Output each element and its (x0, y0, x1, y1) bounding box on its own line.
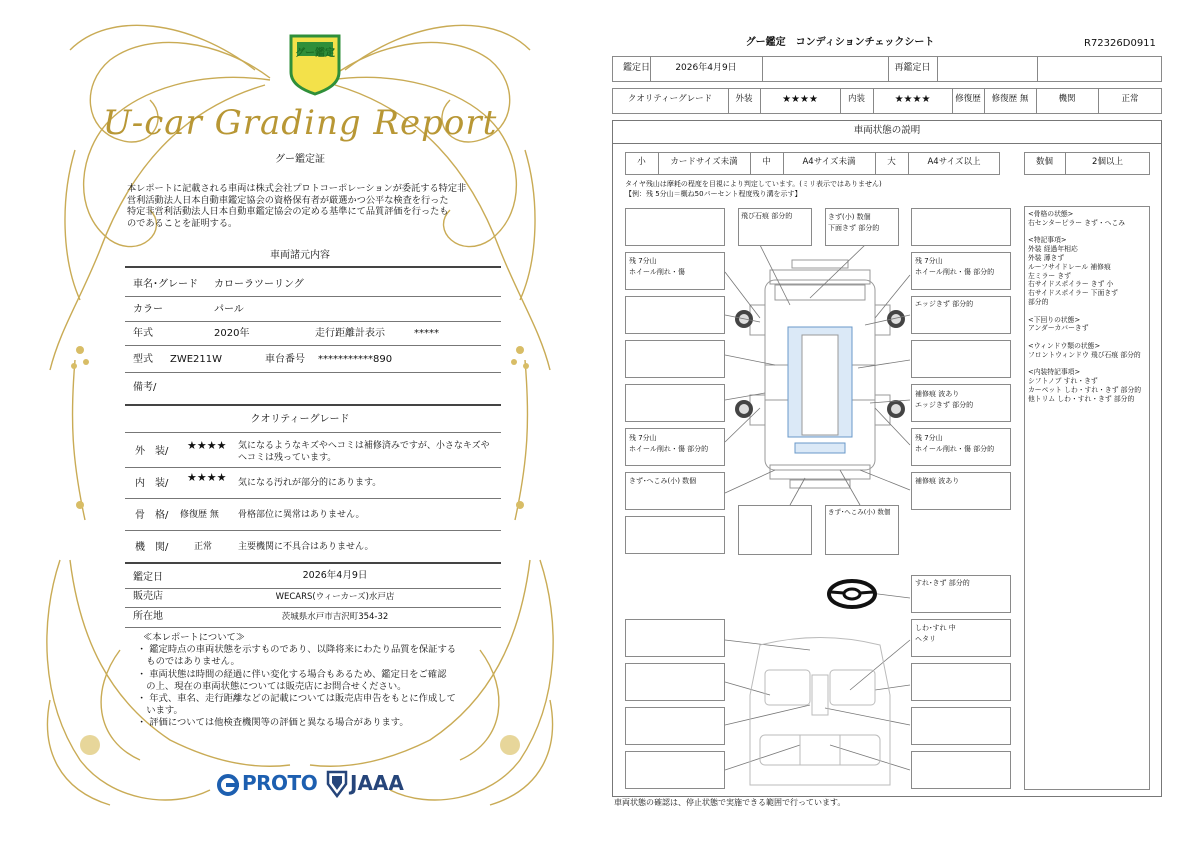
side-note-line: 外装 経過年相応 (1028, 245, 1078, 254)
int-stars: ★★★★ (894, 94, 931, 105)
condition-box-4 (911, 208, 1011, 246)
box-text-19: きず･へこみ(小) 数個 (828, 508, 891, 516)
grade-header: クオリティーグレード (250, 414, 350, 425)
remarks-label: 備考/ (133, 382, 157, 393)
note-line: ・ 車両状態は時間の経過に伴い変化する場合もあるため、鑑定日をご確認 (137, 668, 447, 680)
box-text-3: きず(小) 数個 下面きず 部分的 (828, 213, 880, 232)
frame-value: 修復歴 無 (180, 510, 219, 520)
condition-header: 車両状態の説明 (853, 125, 921, 136)
ext-label: 外装 (735, 94, 753, 104)
tire-note-2: 【例：残 5分山＝概ね50パーセント程度残り溝を示す】 (625, 190, 802, 198)
proto-logo-icon (216, 773, 240, 797)
year-label: 年式 (133, 328, 153, 339)
side-note-line: アンダーカバーきず (1028, 324, 1089, 333)
side-note-line: 右センターピラー きず・へこみ (1028, 218, 1126, 227)
side-note-line (1028, 333, 1150, 342)
side-note-line (1028, 307, 1150, 316)
exterior-desc-line: 気になるようなキズやヘコミは補修済みですが、小さなキズや (238, 441, 490, 451)
condition-box-17 (625, 516, 725, 554)
note-line: ・ 鑑定時点の車両状態を示すものであり、以降将来にわたり品質を保証する (137, 644, 457, 656)
side-note-line: シフトノブ すれ・きず (1028, 377, 1098, 386)
ext-stars: ★★★★ (782, 94, 818, 105)
chassis-value: ***********890 (318, 354, 393, 365)
size-small-desc: カードサイズ未満 (670, 157, 738, 167)
box-text-21: すれ･きず 部分的 (915, 579, 970, 587)
car-name: カローラツーリング (214, 279, 304, 290)
car-name-label: 車名･グレード (133, 279, 198, 290)
chassis-label: 車台番号 (265, 354, 305, 365)
exterior-desc (238, 440, 490, 464)
interior-stars: ★★★★ (187, 471, 227, 484)
jaaa-logo-text: JAAA (350, 771, 404, 795)
condition-box-1 (625, 208, 725, 246)
box-text-14: 残 7分山 ホイール削れ・傷 部分的 (915, 434, 995, 453)
side-note-line: カーペット しわ・すれ・きず 部分的 (1028, 385, 1142, 394)
side-note-line: <骨格の状態> (1028, 210, 1074, 218)
engine-value: 正常 (194, 542, 213, 552)
size-large: 大 (887, 157, 896, 167)
side-note-line: 右サイドスポイラー きず 小 (1028, 280, 1114, 289)
intro-line: 営利活動法人日本自動車鑑定協会の資格保有者が厳選かつ公平な検査を行った (127, 194, 449, 206)
condition-box-11 (625, 384, 725, 422)
exterior-desc-line: ヘコミは残っています。 (238, 453, 337, 463)
note-line: ものではありません。 (137, 656, 240, 668)
size-mid: 中 (762, 157, 771, 167)
condition-box-18 (738, 505, 812, 555)
tire-note-1: タイヤ残山は摩耗の程度を目視により判定しています。(ミリ表示ではありません) (625, 180, 882, 188)
intro-line: 特定非営利活動法人日本自動車鑑定協会の定める基準にて品質評価を行ったも (127, 206, 449, 217)
date-label: 鑑定日 (133, 572, 163, 583)
mileage-label: 走行距離計表示 (315, 328, 385, 339)
year-value: 2020年 (214, 328, 250, 339)
side-note-line: 他トリム しわ・すれ・きず 部分的 (1028, 394, 1135, 403)
box-text-6: 残 7分山 ホイール削れ・傷 部分的 (915, 257, 995, 276)
box-text-13: 残 7分山 ホイール削れ・傷 部分的 (629, 434, 709, 453)
box-text-22: しわ･すれ 中 ヘタリ (915, 624, 956, 643)
frame-label: 骨 格/ (135, 510, 169, 521)
engine-label: 機関 (1058, 94, 1076, 104)
interior-box-28 (625, 707, 725, 745)
side-note-line: <内装特記事項> (1028, 368, 1081, 377)
engine-label: 機 関/ (135, 542, 169, 553)
count-label: 数個 (1035, 157, 1053, 167)
side-note-line: 部分的 (1028, 297, 1049, 306)
note-line: の上、現在の車両状態については販売店にお問合せください。 (137, 680, 407, 692)
shop-label: 販売店 (133, 591, 163, 602)
badge-text: グー鑑定 (295, 48, 335, 59)
size-mid-desc: A4サイズ未満 (802, 157, 856, 167)
interior-box-27 (625, 663, 725, 701)
interior-box-24 (911, 707, 1011, 745)
model-label: 型式 (133, 354, 153, 365)
box-text-12: 補修痕 波あり エッジきず 部分的 (915, 390, 974, 409)
date-value: 2026年4月9日 (302, 570, 368, 581)
interior-box-23 (911, 663, 1011, 701)
repair-label: 修復歴 (955, 94, 981, 104)
intro-text (127, 183, 507, 229)
size-large-desc: A4サイズ以上 (927, 157, 981, 167)
intro-line: 本レポートに記載される車両は株式会社プロトコーポレーションが委託する特定非 (127, 183, 467, 194)
exterior-label: 外 装/ (135, 446, 169, 457)
side-note-line: フロントウィンドウ 飛び石痕 部分的 (1028, 350, 1141, 359)
notes (137, 632, 507, 730)
repair-value: 修復歴 無 (991, 94, 1029, 104)
size-small: 小 (637, 157, 646, 167)
engine-value: 正常 (1121, 94, 1139, 104)
address-value: 茨城県水戸市吉沢町354-32 (281, 612, 389, 622)
box-text-15: きず･へこみ(小) 数個 (629, 477, 697, 485)
report-title: U-car Grading Report (102, 103, 498, 143)
count-desc: 2個以上 (1092, 157, 1123, 167)
side-note-line: <ウィンドウ類の状態> (1028, 341, 1101, 350)
frame-desc: 骨格部位に異常はありません。 (238, 510, 365, 520)
doc-id: R72326D0911 (1084, 38, 1156, 49)
box-text-2: 飛び石痕 部分的 (741, 212, 793, 220)
interior-label: 内 装/ (135, 478, 169, 489)
box-text-5: 残 7分山 ホイール削れ・傷 (629, 257, 685, 276)
condition-box-7 (625, 296, 725, 334)
intro-line: のであることを証明する。 (127, 217, 238, 229)
badge-icon (287, 32, 343, 96)
date-value: 2026年4月9日 (675, 63, 737, 73)
side-note-line: 外装 薄きず (1028, 253, 1065, 262)
note-line: います。 (137, 705, 183, 717)
jaaa-logo-icon (326, 770, 348, 798)
color-value: パール (214, 304, 244, 315)
side-note-line: <下回りの状態> (1028, 315, 1081, 324)
side-note-line: ルーフサイドレール 補修痕 (1028, 262, 1111, 271)
steering-wheel-icon (826, 578, 878, 610)
int-label: 内装 (847, 94, 865, 104)
box-text-16: 補修痕 波あり (915, 477, 960, 485)
side-note-line: 右サイドスポイラー 下面きず (1028, 289, 1118, 298)
grade-label: クオリティーグレード (627, 94, 713, 104)
sheet-footer: 車両状態の確認は、停止状態で実施できる範囲で行っています。 (614, 798, 846, 807)
shop-value: WECARS(ウィーカーズ)水戸店 (275, 592, 395, 602)
interior-box-25 (911, 751, 1011, 789)
check-sheet-page (600, 0, 1200, 848)
note-line: ・ 年式、車名、走行距離などの記載については販売店申告をもとに作成して (137, 693, 456, 705)
mileage-value: ***** (414, 328, 439, 339)
interior-box-26 (625, 619, 725, 657)
engine-desc: 主要機関に不具合はありません。 (238, 542, 374, 552)
note-line: ・ 評価については他検査機関等の評価と異なる場合があります。 (137, 717, 409, 729)
interior-box-29 (625, 751, 725, 789)
notes-title: ≪本レポートについて≫ (143, 632, 246, 643)
proto-logo-text: PROTO (242, 771, 318, 795)
cert-title: グー鑑定証 (275, 154, 325, 165)
reinspect-label: 再鑑定日 (894, 63, 931, 73)
condition-box-9 (625, 340, 725, 378)
address-label: 所在地 (133, 611, 163, 622)
date-label: 鑑定日 (623, 63, 651, 73)
side-note-line: 左ミラー きず (1028, 271, 1071, 280)
interior-desc: 気になる汚れが部分的にあります。 (238, 478, 382, 488)
color-label: カラー (133, 304, 163, 315)
side-note-line: <特記事項> (1028, 236, 1067, 245)
specs-header: 車両諸元内容 (270, 250, 330, 261)
car-interior-icon (740, 635, 900, 795)
model-value: ZWE211W (170, 354, 223, 365)
exterior-stars: ★★★★ (187, 439, 227, 452)
condition-box-10 (911, 340, 1011, 378)
sheet-title: グー鑑定 コンディションチェックシート (745, 37, 935, 48)
side-notes (1028, 210, 1150, 404)
box-text-8: エッジきず 部分的 (915, 300, 974, 308)
